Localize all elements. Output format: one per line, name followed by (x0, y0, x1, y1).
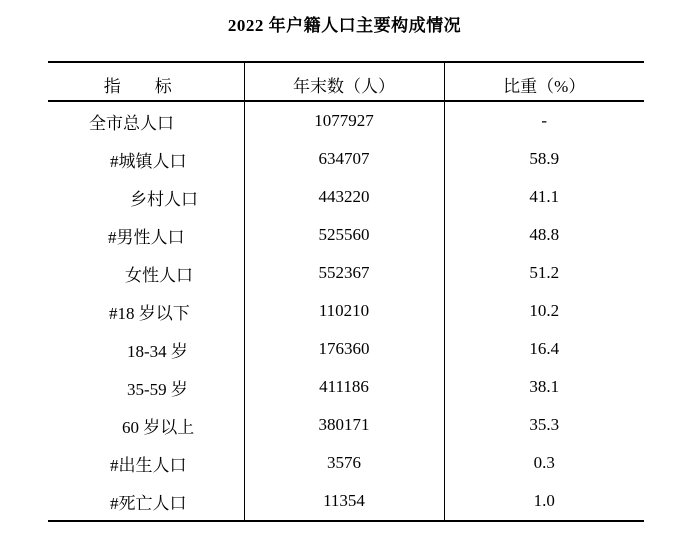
share-cell: 1.0 (533, 491, 555, 510)
indicator-cell: 乡村人口 (48, 178, 244, 216)
indicator-cell: 60 岁以上 (48, 406, 244, 444)
table-row (48, 140, 644, 178)
value-cell: 380171 (244, 406, 444, 444)
share-cell: 0.3 (533, 453, 555, 472)
indicator-cell: 18-34 岁 (48, 330, 244, 368)
table-row (48, 330, 644, 368)
table-row (48, 368, 644, 406)
value-cell: 1077927 (244, 101, 444, 140)
value-cell: 634707 (244, 140, 444, 178)
indicator-cell: #城镇人口 (48, 140, 244, 178)
value-cell: 176360 (244, 330, 444, 368)
value-cell: 443220 (244, 178, 444, 216)
table-row (48, 101, 644, 140)
column-header-indicator: 指 标 (48, 62, 244, 101)
share-cell: 16.4 (529, 339, 560, 358)
table-header-row (48, 62, 644, 101)
page-title: 2022 年户籍人口主要构成情况 (227, 16, 462, 35)
share-cell: 41.1 (529, 187, 560, 206)
value-cell: 110210 (244, 292, 444, 330)
table-row (48, 216, 644, 254)
column-header-year-end-count: 年末数（人） (244, 62, 444, 101)
indicator-cell: #男性人口 (48, 216, 244, 254)
share-cell: 35.3 (529, 415, 560, 434)
indicator-cell: #出生人口 (48, 444, 244, 482)
indicator-cell: 35-59 岁 (48, 368, 244, 406)
table-row (48, 406, 644, 444)
value-cell: 11354 (244, 482, 444, 521)
indicator-cell: 全市总人口 (48, 101, 244, 140)
column-header-share-percent: 比重（%） (444, 62, 644, 101)
value-cell: 525560 (244, 216, 444, 254)
share-cell: 51.2 (529, 263, 560, 282)
table-row (48, 254, 644, 292)
value-cell: 411186 (244, 368, 444, 406)
table-row (48, 292, 644, 330)
share-cell: - (541, 111, 548, 130)
indicator-cell: 女性人口 (48, 254, 244, 292)
population-table (48, 61, 644, 522)
share-cell: 58.9 (529, 149, 560, 168)
value-cell: 552367 (244, 254, 444, 292)
value-cell: 3576 (244, 444, 444, 482)
indicator-cell: #18 岁以下 (48, 292, 244, 330)
indicator-cell: #死亡人口 (48, 482, 244, 521)
share-cell: 48.8 (529, 225, 560, 244)
table-row (48, 178, 644, 216)
share-cell: 10.2 (529, 301, 560, 320)
share-cell: 38.1 (529, 377, 560, 396)
table-row (48, 482, 644, 521)
table-row (48, 444, 644, 482)
